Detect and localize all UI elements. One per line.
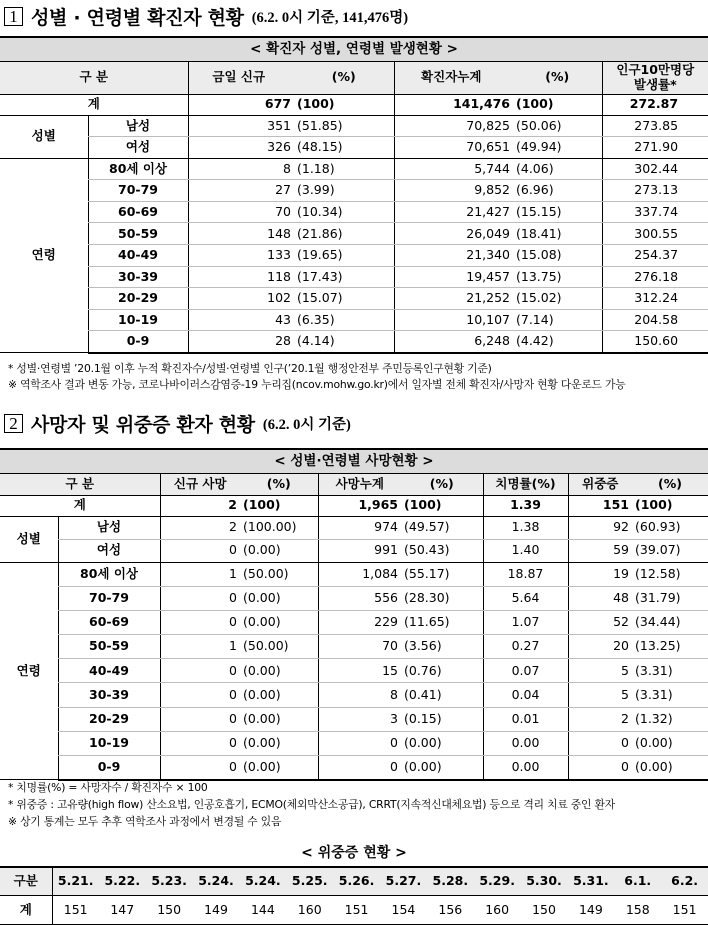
table-row <box>0 495 708 516</box>
row-new-pct: (51.85) <box>294 115 394 137</box>
total-cumulative-pct: (100) <box>513 94 602 115</box>
row-critical: 5 <box>568 683 632 707</box>
row-category: 70-79 <box>58 586 160 610</box>
row-fatality: 1.38 <box>483 516 568 539</box>
row-rate: 300.55 <box>602 223 708 245</box>
row-cumulative: 21,340 <box>394 245 513 267</box>
row-cumulative-pct: (15.15) <box>513 201 602 223</box>
footnote: ※ 역학조사 결과 변동 가능, 코로나바이러스감염증-19 누리집(ncov.mohw.go.kr)에서 일자별 전체 확진자/사망자 현황 다운로드 가능 <box>8 378 626 391</box>
date-header: 5.29. <box>474 867 521 895</box>
row-category: 0-9 <box>88 331 188 353</box>
group-label-age: 연령 <box>0 562 58 780</box>
row-cumulative: 70,651 <box>394 137 513 159</box>
group-label-gender: 성별 <box>0 115 88 158</box>
row-category: 여성 <box>88 137 188 159</box>
row-rate: 302.44 <box>602 158 708 180</box>
row-fatality: 0.07 <box>483 659 568 683</box>
row-new: 118 <box>188 266 294 288</box>
footnote: * 성별·연령별 ’20.1월 이후 누적 확진자수/성별·연령별 인구(’20.1월 행정안전부 주민등록인구현황 기준) <box>8 362 492 375</box>
total-new: 677 <box>188 94 294 115</box>
row-cumulative-pct: (49.94) <box>513 137 602 159</box>
row-category: 남성 <box>88 115 188 137</box>
row-new: 28 <box>188 331 294 353</box>
row-critical-pct: (3.31) <box>632 659 708 683</box>
row-fatality: 0.27 <box>483 635 568 659</box>
row-cumulative: 3 <box>318 707 401 731</box>
row-critical-pct: (3.31) <box>632 683 708 707</box>
critical-count: 151 <box>661 895 708 925</box>
row-new-pct: (50.00) <box>240 635 318 659</box>
table-row <box>0 756 708 780</box>
row-new: 70 <box>188 201 294 223</box>
section1-heading <box>4 3 408 30</box>
row-new-pct: (0.00) <box>240 731 318 755</box>
table-row <box>0 683 708 707</box>
row-critical-pct: (60.93) <box>632 516 708 539</box>
row-new-pct: (48.15) <box>294 137 394 159</box>
row-new-pct: (0.00) <box>240 683 318 707</box>
row-new-pct: (1.18) <box>294 158 394 180</box>
row-cumulative-pct: (50.06) <box>513 115 602 137</box>
date-header: 5.25. <box>286 867 333 895</box>
row-new-pct: (0.00) <box>240 707 318 731</box>
row-category: 10-19 <box>88 309 188 331</box>
row-new: 133 <box>188 245 294 267</box>
row-category: 50-59 <box>58 635 160 659</box>
header-cumulative-deaths: 사망누계 <box>318 473 401 495</box>
row-category: 50-59 <box>88 223 188 245</box>
row-new: 8 <box>188 158 294 180</box>
row-new: 1 <box>160 635 240 659</box>
footnote: * 위중증 : 고유량(high flow) 산소요법, 인공호흡기, ECMO(체외막산소공급), CRRT(지속적신대체요법) 등으로 격리 치료 중인 환자 <box>8 798 615 811</box>
row-cumulative: 556 <box>318 586 401 610</box>
row-category: 40-49 <box>58 659 160 683</box>
row-rate: 276.18 <box>602 266 708 288</box>
header-new-deaths: 신규 사망 <box>160 473 240 495</box>
section2-heading <box>4 410 351 437</box>
critical-count: 149 <box>193 895 240 925</box>
row-category: 20-29 <box>88 288 188 310</box>
row-cumulative: 9,852 <box>394 180 513 202</box>
row-cumulative-pct: (55.17) <box>401 562 483 586</box>
header-category: 구 분 <box>0 61 188 94</box>
row-category: 0-9 <box>58 756 160 780</box>
critical-count: 151 <box>52 895 99 925</box>
table-row <box>0 137 708 159</box>
row-cumulative-pct: (3.56) <box>401 635 483 659</box>
date-header: 5.24. <box>193 867 240 895</box>
row-new: 1 <box>160 562 240 586</box>
row-cumulative: 0 <box>318 756 401 780</box>
table-row <box>0 94 708 115</box>
critical-count: 158 <box>614 895 661 925</box>
table-row <box>0 223 708 245</box>
row-new-pct: (17.43) <box>294 266 394 288</box>
header-critical: 위중증 <box>568 473 632 495</box>
table-row <box>0 586 708 610</box>
row-new-pct: (50.00) <box>240 562 318 586</box>
row-fatality: 0.04 <box>483 683 568 707</box>
table-row <box>0 635 708 659</box>
row-fatality: 5.64 <box>483 586 568 610</box>
row-category: 여성 <box>58 539 160 562</box>
row-cumulative: 70 <box>318 635 401 659</box>
critical-count: 160 <box>474 895 521 925</box>
row-cumulative-pct: (4.06) <box>513 158 602 180</box>
row-cumulative-pct: (6.96) <box>513 180 602 202</box>
section-number-box: 2 <box>4 414 23 433</box>
row-critical: 2 <box>568 707 632 731</box>
header-today-new: 금일 신규 <box>188 61 294 94</box>
row-cumulative-pct: (15.02) <box>513 288 602 310</box>
row-fatality: 0.01 <box>483 707 568 731</box>
row-new-pct: (15.07) <box>294 288 394 310</box>
row-cumulative-pct: (0.76) <box>401 659 483 683</box>
row-fatality: 18.87 <box>483 562 568 586</box>
group-label-age: 연령 <box>0 158 88 352</box>
row-cumulative-pct: (13.75) <box>513 266 602 288</box>
row-new-pct: (0.00) <box>240 610 318 634</box>
row-critical-pct: (0.00) <box>632 756 708 780</box>
critical-count: 149 <box>567 895 614 925</box>
row-cumulative: 1,084 <box>318 562 401 586</box>
table-row <box>0 659 708 683</box>
row-new: 43 <box>188 309 294 331</box>
row-new-pct: (0.00) <box>240 539 318 562</box>
row-rate: 273.85 <box>602 115 708 137</box>
header-pct: (%) <box>632 473 708 495</box>
row-critical-pct: (0.00) <box>632 731 708 755</box>
section-title: 사망자 및 위중증 환자 현황 <box>31 414 255 436</box>
total-rate: 272.87 <box>602 94 708 115</box>
table-caption: < 확진자 성별, 연령별 발생현황 > <box>0 37 708 61</box>
header-label: 구분 <box>0 867 52 895</box>
critical-count: 150 <box>521 895 568 925</box>
row-rate: 271.90 <box>602 137 708 159</box>
row-cumulative: 974 <box>318 516 401 539</box>
total-cumulative: 1,965 <box>318 495 401 516</box>
row-rate: 254.37 <box>602 245 708 267</box>
table-row <box>0 562 708 586</box>
row-category: 60-69 <box>88 201 188 223</box>
table-row <box>0 539 708 562</box>
row-new-pct: (100.00) <box>240 516 318 539</box>
total-critical: 151 <box>568 495 632 516</box>
header-rate-per-100k: 인구10만명당 발생률* <box>602 61 708 94</box>
row-cumulative: 10,107 <box>394 309 513 331</box>
row-critical: 92 <box>568 516 632 539</box>
row-new-pct: (4.14) <box>294 331 394 353</box>
row-new: 0 <box>160 539 240 562</box>
row-cumulative: 15 <box>318 659 401 683</box>
row-cumulative: 21,427 <box>394 201 513 223</box>
row-critical: 0 <box>568 731 632 755</box>
row-new-pct: (21.86) <box>294 223 394 245</box>
row-critical-pct: (12.58) <box>632 562 708 586</box>
row-critical-pct: (1.32) <box>632 707 708 731</box>
row-category: 20-29 <box>58 707 160 731</box>
row-cumulative-pct: (0.00) <box>401 756 483 780</box>
section-number-box: 1 <box>4 7 23 26</box>
row-cumulative-pct: (49.57) <box>401 516 483 539</box>
row-cumulative: 229 <box>318 610 401 634</box>
date-header: 5.24. <box>239 867 286 895</box>
date-header: 5.27. <box>380 867 427 895</box>
row-cumulative: 991 <box>318 539 401 562</box>
row-rate: 204.58 <box>602 309 708 331</box>
total-new-pct: (100) <box>294 94 394 115</box>
row-critical: 59 <box>568 539 632 562</box>
row-cumulative: 0 <box>318 731 401 755</box>
row-critical-pct: (34.44) <box>632 610 708 634</box>
date-header: 5.28. <box>427 867 474 895</box>
row-category: 70-79 <box>88 180 188 202</box>
row-new: 351 <box>188 115 294 137</box>
total-label: 계 <box>0 94 188 115</box>
row-cumulative: 8 <box>318 683 401 707</box>
row-cumulative-pct: (7.14) <box>513 309 602 331</box>
table-row <box>0 731 708 755</box>
section-subtitle: (6.2. 0시 기준) <box>262 417 351 433</box>
critical-count: 147 <box>99 895 146 925</box>
row-fatality: 0.00 <box>483 756 568 780</box>
row-cumulative: 70,825 <box>394 115 513 137</box>
row-new-pct: (10.34) <box>294 201 394 223</box>
table-row <box>0 331 708 353</box>
total-label: 계 <box>0 495 160 516</box>
row-new: 2 <box>160 516 240 539</box>
row-label: 계 <box>0 895 52 925</box>
row-critical: 0 <box>568 756 632 780</box>
table-row <box>0 266 708 288</box>
total-new: 2 <box>160 495 240 516</box>
header-cumulative: 확진자누계 <box>394 61 513 94</box>
confirmed-cases-table <box>0 36 708 354</box>
footnote: * 치명률(%) = 사망자수 / 확진자수 × 100 <box>8 781 208 794</box>
row-critical-pct: (31.79) <box>632 586 708 610</box>
row-new: 0 <box>160 683 240 707</box>
row-category: 40-49 <box>88 245 188 267</box>
row-critical-pct: (13.25) <box>632 635 708 659</box>
row-fatality: 1.07 <box>483 610 568 634</box>
row-cumulative-pct: (50.43) <box>401 539 483 562</box>
row-new: 102 <box>188 288 294 310</box>
row-category: 10-19 <box>58 731 160 755</box>
row-cumulative: 5,744 <box>394 158 513 180</box>
date-header: 5.22. <box>99 867 146 895</box>
total-fatality: 1.39 <box>483 495 568 516</box>
critical-trend-table <box>0 866 708 925</box>
table-row <box>0 158 708 180</box>
critical-count: 154 <box>380 895 427 925</box>
row-critical: 52 <box>568 610 632 634</box>
row-new: 0 <box>160 659 240 683</box>
row-critical: 5 <box>568 659 632 683</box>
header-pct: (%) <box>401 473 483 495</box>
table-row <box>0 516 708 539</box>
table-row <box>0 707 708 731</box>
row-rate: 337.74 <box>602 201 708 223</box>
row-new: 0 <box>160 610 240 634</box>
row-fatality: 1.40 <box>483 539 568 562</box>
row-critical-pct: (39.07) <box>632 539 708 562</box>
deaths-table <box>0 448 708 781</box>
row-category: 30-39 <box>58 683 160 707</box>
header-pct: (%) <box>240 473 318 495</box>
row-category: 80세 이상 <box>58 562 160 586</box>
row-category: 80세 이상 <box>88 158 188 180</box>
header-pct: (%) <box>513 61 602 94</box>
row-cumulative-pct: (0.00) <box>401 731 483 755</box>
row-cumulative: 19,457 <box>394 266 513 288</box>
header-fatality-rate: 치명률(%) <box>483 473 568 495</box>
row-category: 60-69 <box>58 610 160 634</box>
row-new: 0 <box>160 731 240 755</box>
date-header: 5.31. <box>567 867 614 895</box>
row-cumulative-pct: (0.41) <box>401 683 483 707</box>
date-header: 6.1. <box>614 867 661 895</box>
row-cumulative-pct: (0.15) <box>401 707 483 731</box>
header-pct: (%) <box>294 61 394 94</box>
table-row <box>0 201 708 223</box>
total-new-pct: (100) <box>240 495 318 516</box>
row-rate: 312.24 <box>602 288 708 310</box>
footnote: ※ 상기 통계는 모두 추후 역학조사 과정에서 변경될 수 있음 <box>8 815 282 828</box>
row-new-pct: (0.00) <box>240 756 318 780</box>
table-caption: < 성별·연령별 사망현황 > <box>0 449 708 473</box>
row-cumulative-pct: (18.41) <box>513 223 602 245</box>
critical-table-caption: < 위중증 현황 > <box>301 845 407 861</box>
table-row <box>0 309 708 331</box>
table-row <box>0 610 708 634</box>
row-fatality: 0.00 <box>483 731 568 755</box>
date-header: 6.2. <box>661 867 708 895</box>
critical-count: 151 <box>333 895 380 925</box>
date-header: 5.21. <box>52 867 99 895</box>
row-new-pct: (6.35) <box>294 309 394 331</box>
row-rate: 150.60 <box>602 331 708 353</box>
row-new: 27 <box>188 180 294 202</box>
critical-count: 144 <box>239 895 286 925</box>
table-row <box>0 115 708 137</box>
row-critical: 19 <box>568 562 632 586</box>
critical-count: 150 <box>146 895 193 925</box>
date-header: 5.23. <box>146 867 193 895</box>
row-critical: 20 <box>568 635 632 659</box>
row-cumulative-pct: (11.65) <box>401 610 483 634</box>
total-cumulative: 141,476 <box>394 94 513 115</box>
row-critical: 48 <box>568 586 632 610</box>
row-new-pct: (3.99) <box>294 180 394 202</box>
row-category: 남성 <box>58 516 160 539</box>
row-cumulative: 26,049 <box>394 223 513 245</box>
row-new: 326 <box>188 137 294 159</box>
row-category: 30-39 <box>88 266 188 288</box>
row-new-pct: (0.00) <box>240 586 318 610</box>
total-cumulative-pct: (100) <box>401 495 483 516</box>
row-cumulative: 21,252 <box>394 288 513 310</box>
table-row <box>0 288 708 310</box>
date-header: 5.30. <box>521 867 568 895</box>
date-header: 5.26. <box>333 867 380 895</box>
row-new: 0 <box>160 707 240 731</box>
header-category: 구 분 <box>0 473 160 495</box>
total-critical-pct: (100) <box>632 495 708 516</box>
row-new: 148 <box>188 223 294 245</box>
row-new-pct: (0.00) <box>240 659 318 683</box>
critical-count: 156 <box>427 895 474 925</box>
section-title: 성별 · 연령별 확진자 현황 <box>31 7 244 29</box>
row-cumulative-pct: (15.08) <box>513 245 602 267</box>
table-row <box>0 245 708 267</box>
table-row <box>0 180 708 202</box>
section-subtitle: (6.2. 0시 기준, 141,476명) <box>251 10 409 26</box>
critical-count: 160 <box>286 895 333 925</box>
row-cumulative: 6,248 <box>394 331 513 353</box>
row-cumulative-pct: (28.30) <box>401 586 483 610</box>
row-new-pct: (19.65) <box>294 245 394 267</box>
group-label-gender: 성별 <box>0 516 58 562</box>
row-new: 0 <box>160 586 240 610</box>
row-rate: 273.13 <box>602 180 708 202</box>
row-new: 0 <box>160 756 240 780</box>
row-cumulative-pct: (4.42) <box>513 331 602 353</box>
